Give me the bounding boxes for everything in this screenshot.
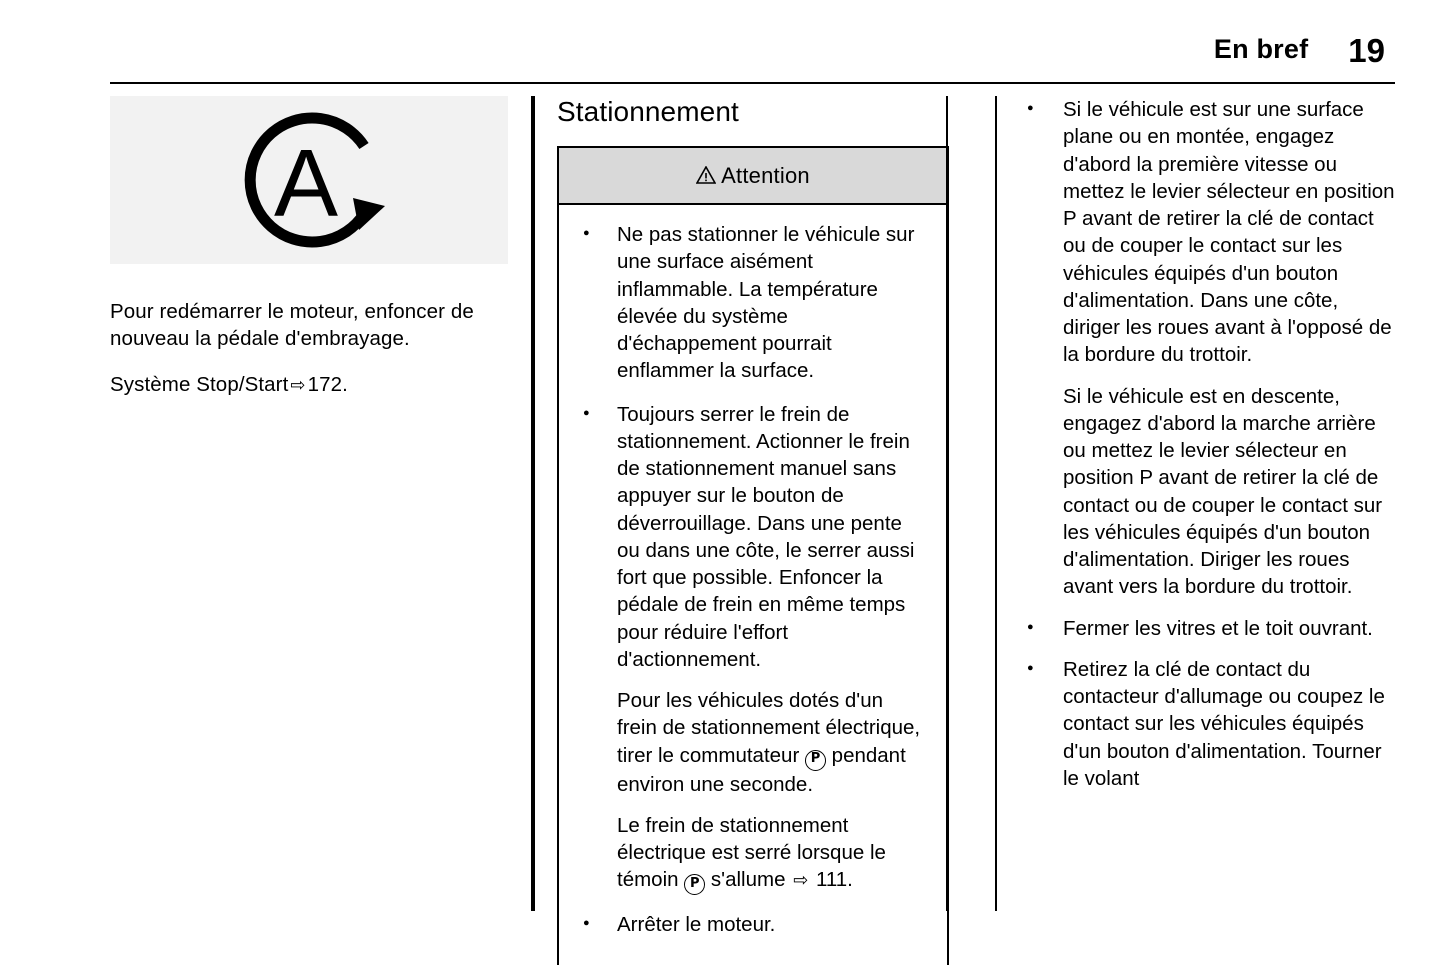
warning-item-text: ● Toujours serrer le frein de stationnement. Actionner le frein de stationnement manuel sans appuyer sur le bouton de déverrouillage. Dans une pente ou dans une côte, le serrer aussi fort que possible. Enfoncer la pédale de frein en même temps pour réduire l'effort d'actionnement. <box>617 402 915 671</box>
stop-start-reference-label: Système Stop/Start <box>110 372 289 396</box>
warning-heading-label: Attention <box>721 162 810 188</box>
parking-brake-p-icon: P <box>684 874 705 895</box>
restart-engine-paragraph: Pour redémarrer le moteur, enfoncer de nouveau la pédale d'embrayage. <box>110 300 474 351</box>
column-middle <box>533 96 971 937</box>
warning-header <box>559 148 947 205</box>
reference-arrow-icon: ⇨ <box>793 870 809 892</box>
warning-list <box>573 221 927 939</box>
warning-item-text: Pour les véhicules dotés d'un frein de stationnement électrique, tirer le commutateur P pendant environ une seconde. <box>617 689 921 796</box>
column-left <box>110 96 533 911</box>
parking-brake-p-icon: P <box>805 750 826 771</box>
list-item <box>573 401 927 896</box>
figure-autostop <box>110 96 508 264</box>
list-item <box>573 221 927 385</box>
reference-arrow-icon: ⇨ <box>290 374 306 396</box>
warning-box <box>557 146 949 965</box>
page-columns <box>110 96 1395 937</box>
list-item <box>573 911 927 938</box>
column-divider-3 <box>946 96 948 911</box>
warning-item-text: Le frein de stationnement électrique est serré lorsque le témoin P s'allume ⇨ 111. <box>617 812 927 896</box>
parking-step-text: ● Retirez la clé de contact du contacteur d'allumage ou coupez le contact sur les véhicules équipés d'un bouton d'alimentation. Tourner le volant <box>1063 657 1385 790</box>
column-divider-4 <box>995 96 997 911</box>
stop-start-reference <box>110 371 509 398</box>
warning-item-text: ● Arrêter le moteur. <box>617 913 776 937</box>
list-item <box>1021 656 1395 792</box>
parking-step-text: ● Si le véhicule est sur une surface plane ou en montée, engagez d'abord la première vitesse ou mettez le levier sélecteur en position P avant de retirer la clé de contact ou de couper le contact sur les véhicules équipés d'un bouton d'alimentation. Dans une côte, diriger les roues avant à l'opposé de la bordure du trottoir. <box>1063 98 1395 367</box>
warning-item-text: ● Ne pas stationner le véhicule sur une surface aisément inflammable. La température élevée du système d'échappement pourrait enflammer la surface. <box>617 223 915 383</box>
list-item <box>1021 615 1395 642</box>
svg-text:A: A <box>273 130 339 237</box>
page-header <box>110 32 1385 88</box>
parking-step-text: ● Fermer les vitres et le toit ouvrant. <box>1063 616 1373 640</box>
column-divider-2 <box>533 96 535 911</box>
parking-steps-list <box>1021 96 1395 792</box>
autostop-a-circle-arrow-icon <box>214 110 404 250</box>
warning-body <box>559 205 947 965</box>
page-title: En bref <box>1213 34 1309 64</box>
warning-triangle-icon <box>696 164 716 190</box>
section-title-stationnement: Stationnement <box>557 96 739 127</box>
column-right <box>971 96 1395 911</box>
stop-start-reference-page: 172. <box>307 372 348 396</box>
list-item <box>1021 96 1395 601</box>
header-divider <box>110 82 1395 84</box>
parking-step-text: Si le véhicule est en descente, engagez d'abord la marche arrière ou mettez le levier sélecteur en position P avant de retirer la clé de contact ou de couper le contact sur les véhicules équipés d'un bouton d'alimentation. Diriger les roues avant vers la bordure du trottoir. <box>1063 384 1383 599</box>
page-number: 19 <box>1348 32 1385 69</box>
